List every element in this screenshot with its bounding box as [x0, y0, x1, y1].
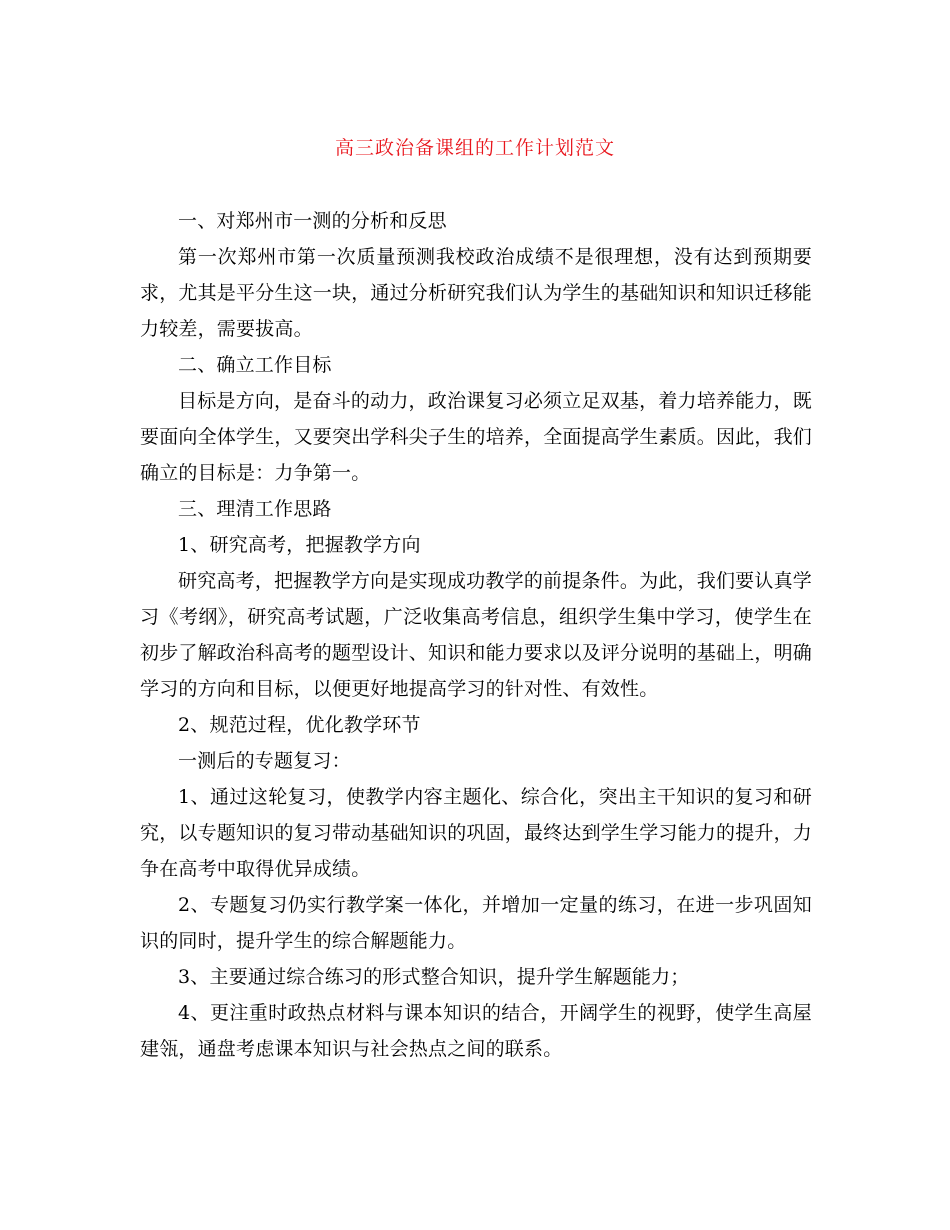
- section-heading-1: 一、对郑州市一测的分析和反思: [178, 210, 447, 232]
- list-item-3: 3、主要通过综合练习的形式整合知识，提升学生解题能力；: [178, 966, 690, 988]
- subheading-review: 一测后的专题复习：: [178, 750, 351, 772]
- paragraph-analysis: 第一次郑州市第一次质量预测我校政治成绩不是很理想，没有达到预期要求，尤其是平分生这一块，通过分析研究我们认为学生的基础知识和知识迁移能力较差，需要拔高。: [140, 246, 813, 340]
- list-item-2: 2、专题复习仍实行教学案一体化，并增加一定量的练习，在进一步巩固知识的同时，提升学生的综合解题能力。: [140, 894, 812, 952]
- subheading-research: 1、研究高考，把握教学方向: [178, 534, 421, 556]
- list-item-1: 1、通过这轮复习，使教学内容主题化、综合化，突出主干知识的复习和研究，以专题知识的复习带动基础知识的巩固，最终达到学生学习能力的提升，力争在高考中取得优异成绩。: [140, 786, 813, 880]
- subheading-process: 2、规范过程，优化教学环节: [178, 714, 421, 736]
- section-heading-3: 三、理清工作思路: [178, 498, 332, 520]
- paragraph-goal: 目标是方向，是奋斗的动力，政治课复习必须立足双基，着力培养能力，既要面向全体学生，又要突出学科尖子生的培养，全面提高学生素质。因此，我们确立的目标是：力争第一。: [140, 390, 813, 484]
- document-body: [140, 203, 812, 1067]
- list-item-4: 4、更注重时政热点材料与课本知识的结合，开阔学生的视野，使学生高屋建瓴，通盘考虑课本知识与社会热点之间的联系。: [140, 1002, 812, 1060]
- paragraph-research: 研究高考，把握教学方向是实现成功教学的前提条件。为此，我们要认真学习《考纲》，研究高考试题，广泛收集高考信息，组织学生集中学习，使学生在初步了解政治科高考的题型设计、知识和能力要求以及评分说明的基础上，明确学习的方向和目标，以便更好地提高学习的针对性、有效性。: [140, 570, 813, 700]
- document-title: 高三政治备课组的工作计划范文: [334, 137, 615, 159]
- section-heading-2: 二、确立工作目标: [178, 354, 332, 376]
